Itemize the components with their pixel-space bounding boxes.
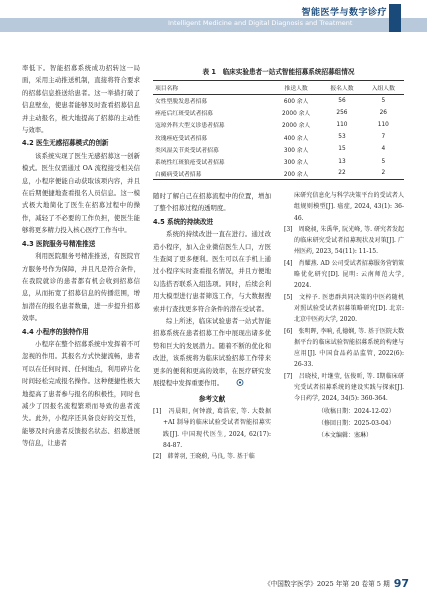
right-column	[284, 190, 404, 442]
reference-item: [6] 张明晖, 李响, 孔德娴, 等. 基于医院大数据平台的临床试验智能招募系统的构建与应用[J]. 中国食品药品监管, 2022(6): 26-33.	[284, 327, 404, 369]
table-row	[153, 95, 404, 107]
table-row	[153, 107, 404, 119]
paragraph: 该系统实现了医生无感招募这一创新模式。医生仅需通过 OA 流程接受相关信息，小程序便能自动获取该项内容，并且在后期便捷地查看报名人员信息。这一模式极大地简化了医生在招募过程中的操作，减轻了不必要的工作负担，使医生能够将更多精力投入核心医疗工作当中。	[22, 151, 140, 235]
page-footer	[264, 577, 409, 590]
end-mark-icon	[223, 378, 231, 385]
table-cell: 53	[338, 134, 346, 141]
table-row	[153, 155, 404, 167]
journal-title-en: Intelligent Medicine and Digital Diagnosis and Treatment	[168, 19, 353, 27]
page-number: 97	[393, 577, 409, 590]
table-cell: 15	[338, 146, 346, 153]
table-cell: 系统性红斑狼疮受试者招募	[155, 160, 225, 167]
table-cell: 110	[377, 121, 389, 128]
table-cell: 2	[381, 170, 386, 177]
table-cell: 寇琼外科大型义诊患者招募	[155, 123, 225, 130]
references-heading: 参考文献	[198, 394, 226, 403]
table-cell: 26	[379, 109, 387, 116]
table-row	[153, 168, 404, 180]
section-heading: 4.5 系统的持续改进	[153, 217, 214, 226]
table-cell: 白癜病受试者招募	[155, 171, 202, 178]
table-row	[153, 119, 404, 131]
reference-item: [7] 吕晓枝, 叶继莹, 伍俊昕, 等. Ⅰ期临床研究受试者招募系统的建设实践与探索[J]. 今日药学, 2024, 34(5): 360-364.	[284, 372, 404, 403]
paragraph: 系统的持续改进一直在进行。通过改造小程序，加入企业微信医生人口，方医生查阅了更多便利。医生可以在手机上通过小程序实时查看报名情况，并且方便地勾选搭否联系入组选项。同时，后续会利用大模型进行患者筛选工作，与大数据搜索并行查找更多符合条件的潜在受试者。	[153, 230, 271, 313]
table-cell: 玫瑰痤疮受试者招募	[155, 135, 208, 142]
table-cell: 痤疮后红斑受试者招募	[155, 111, 213, 118]
table-title: 表 1 临床实验患者一站式智能招募系统招募组情况	[202, 68, 355, 76]
paragraph: 小程序在整个招募系统中发挥着不可忽视的作用。其报名方式快捷流畅，患者可以在任何时间、任何地点，利用碎片化时间轻松完成报名操作。这种便捷性极大地提高了患者参与报名的积极性，同时也减少了因报名流程繁琐而导致的患者流失。此外，小程序还具备良好的交互性，能够及时向患者反馈报名状态、招募进展等信息，让患者	[22, 339, 140, 448]
table-cell: 200 余人	[283, 171, 309, 178]
footer-citation: 《中国数字医学》2025 年第 20 卷第 5 期	[264, 580, 390, 588]
table-cell: 22	[338, 170, 346, 177]
table-cell: 5	[381, 97, 386, 104]
data-table	[153, 80, 404, 180]
table-row	[153, 131, 404, 143]
table-cell: 400 余人	[283, 135, 309, 142]
reference-list	[153, 406, 271, 462]
reference-item: [4] 肖耀燕. AD 公司受试者招募服务营销策略优化研究[D]. 昆明: 云南师范大学, 2024.	[284, 259, 404, 290]
paragraph-text: 综上所述，临床试验患者一站式智能招募系统在患者招募工作中展现出诸多优势和巨大的发展潜力。随着不断的优化和改进，该系统将为临床试验招募工作带来更多的便利和更高的效率，在医疗研究发展提程中发挥重要作用。	[153, 317, 271, 388]
section-heading: 4.4 小程序的独特作用	[22, 327, 89, 336]
left-column	[22, 62, 140, 450]
table-cell: 300 余人	[283, 147, 309, 154]
reference-item: [3] 周晓昶, 朱禹华, 阮光峰, 等. 研究者发起的临床研究受试者招募现状及对策[J]. 广州医药, 2023, 54(11): 11-15.	[284, 225, 404, 256]
table-cell: 56	[338, 97, 346, 104]
table-cell: 女性型脱发患者招募	[155, 99, 208, 106]
paragraph: 随时了解自己在招募流程中的位置，增加了整个招募过程的透明度。	[153, 192, 271, 213]
section-heading: 4.2 医生无感招募模式的创新	[22, 139, 109, 148]
journal-title-cn: 智能医学与数字诊疗	[301, 8, 387, 18]
section-heading: 4.3 医院服务号精准推送	[22, 239, 96, 248]
header-bar	[0, 18, 427, 32]
table-row	[153, 143, 404, 155]
revised-date: （修回日期：2025-03-04）	[318, 419, 395, 427]
table-cell: 4	[381, 146, 386, 153]
table-cell: 2000 余人	[282, 111, 311, 118]
paragraph: 利用医院服务号精准推送，有医院官方服务号作为保障，并且凡是符合条件，在我院就诊的患者都有机会收到招募信息，从而拓宽了招募信息的传播范围，增加潜在的报名患者数量，进一步提升招募效率。	[22, 252, 140, 323]
received-date: （收稿日期：2024-12-02）	[318, 407, 395, 415]
column-header: 入组人数	[371, 86, 395, 92]
column-header: 推送人数	[284, 86, 308, 92]
table-cell: 13	[338, 158, 346, 165]
reference-item: [2] 韩菁羽, 王晓蔚, 马良, 等. 基于临	[153, 453, 255, 461]
paragraph: 率低下。智能招募系统成功招转这一局面，采用主动推送机制，直接将符合要求的招募信息推送给患者。这一举措打破了信息壁垒，使患者能够及时查看招募信息并主动报名，极大地提高了招募的主动性与效率。	[22, 64, 140, 135]
table-cell: 2000 余人	[282, 123, 311, 130]
recruitment-table	[153, 66, 404, 180]
reference-list	[284, 224, 404, 405]
middle-column	[153, 190, 271, 462]
header-accent-block	[389, 4, 401, 32]
reference-item: [1] 冯晨阳, 何钟澈, 葛浩宏, 等. 大数据+AI 制导的临床试验受试者智能招募实践[J]. 中国现代医生, 2024, 62(17): 84-87.	[153, 407, 271, 449]
table-cell: 5	[381, 158, 386, 165]
article-dates	[284, 406, 404, 442]
table-cell: 类风湿关节炎受试者招募	[155, 147, 219, 154]
paragraph	[153, 315, 271, 389]
reference-item: [5] 文梓予. 医患群共同决策的中医药随机对照试验受试者招募策略研究[D]. 北京: 北京中医药大学, 2020.	[284, 293, 404, 324]
column-header: 报名人数	[330, 86, 354, 92]
reference-continuation: 床研究信息化与科学决策平台的受试者人组规则模型[J]. 癌症, 2024, 43(1): 36-46.	[294, 192, 404, 222]
table-header-row	[153, 81, 404, 95]
table-cell: 300 余人	[283, 160, 309, 167]
table-cell: 110	[336, 121, 348, 128]
column-header: 项目名称	[155, 86, 179, 92]
table-cell: 7	[381, 134, 386, 141]
table-cell: 600 余人	[283, 99, 309, 106]
table-cell: 256	[336, 109, 348, 116]
editor-note: （本文编辑：塞琳）	[318, 431, 373, 439]
